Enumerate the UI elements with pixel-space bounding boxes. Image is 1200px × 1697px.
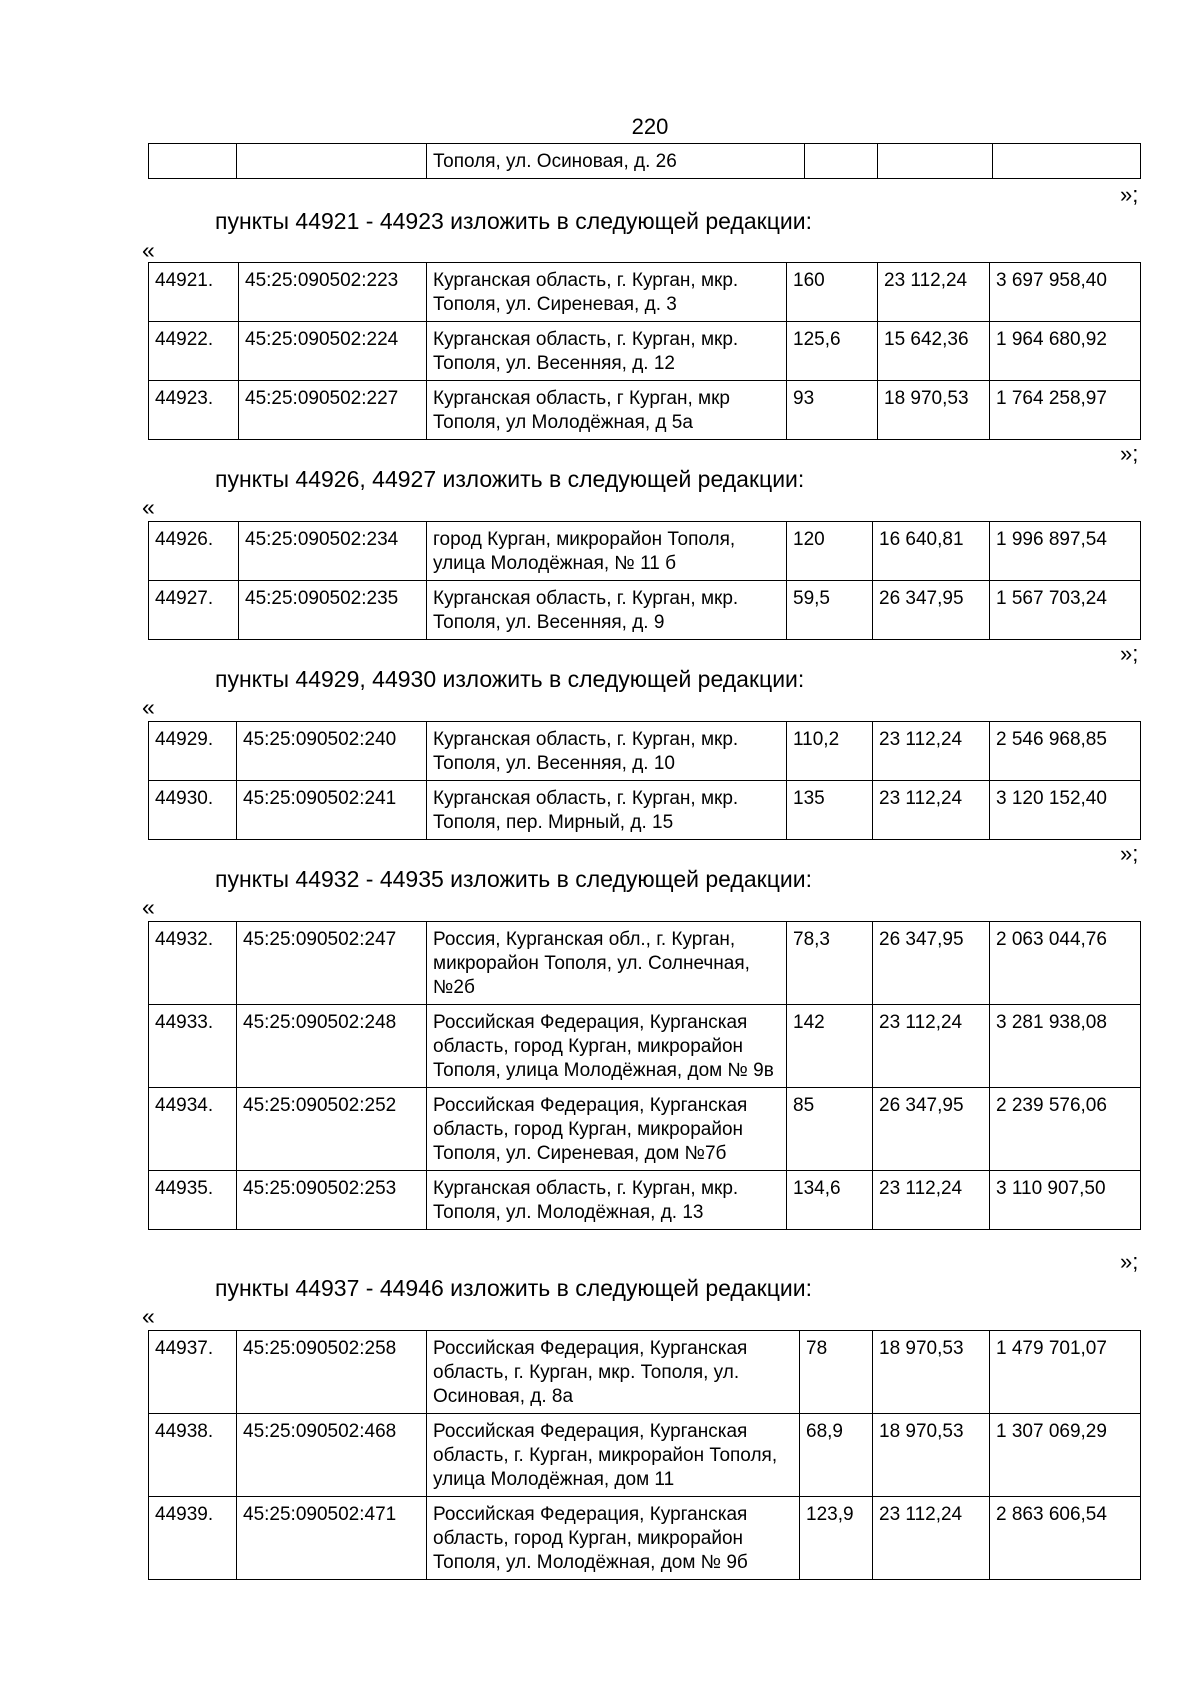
area-cell: 78,3 bbox=[787, 922, 873, 1005]
cadastral-number-cell: 45:25:090502:253 bbox=[237, 1171, 427, 1230]
table-row bbox=[149, 722, 1141, 781]
section-heading: пункты 44932 - 44935 изложить в следующей редакции: bbox=[215, 866, 812, 892]
table-row bbox=[149, 263, 1141, 322]
row-number-cell: 44930. bbox=[149, 781, 237, 840]
table-row bbox=[149, 781, 1141, 840]
area-cell: 59,5 bbox=[787, 581, 873, 640]
closing-quote: »; bbox=[1120, 841, 1139, 866]
cadastral-number-cell: 45:25:090502:252 bbox=[237, 1088, 427, 1171]
cadastral-number-cell: 45:25:090502:248 bbox=[237, 1005, 427, 1088]
area-cell: 93 bbox=[787, 381, 878, 440]
continuation-table bbox=[148, 143, 1141, 179]
price-per-unit-cell: 23 112,24 bbox=[873, 1497, 990, 1580]
closing-quote: »; bbox=[1120, 641, 1139, 666]
cadastral-number-cell: 45:25:090502:258 bbox=[237, 1331, 427, 1414]
opening-quote: « bbox=[142, 694, 155, 720]
section-heading: пункты 44929, 44930 изложить в следующей редакции: bbox=[215, 666, 805, 692]
area-cell: 142 bbox=[787, 1005, 873, 1088]
row-number-cell: 44935. bbox=[149, 1171, 237, 1230]
area-cell bbox=[805, 144, 878, 179]
table-row bbox=[149, 522, 1141, 581]
address-cell: Россия, Курганская обл., г. Курган, микрорайон Тополя, ул. Солнечная, №2б bbox=[427, 922, 787, 1005]
price-per-unit-cell bbox=[878, 144, 993, 179]
row-number-cell bbox=[149, 144, 237, 179]
section-table bbox=[148, 921, 1141, 1230]
cadastral-number-cell: 45:25:090502:240 bbox=[237, 722, 427, 781]
row-number-cell: 44938. bbox=[149, 1414, 237, 1497]
price-per-unit-cell: 18 970,53 bbox=[878, 381, 990, 440]
table-row bbox=[149, 144, 1141, 179]
row-number-cell: 44923. bbox=[149, 381, 239, 440]
area-cell: 68,9 bbox=[800, 1414, 873, 1497]
cadastral-number-cell: 45:25:090502:224 bbox=[239, 322, 427, 381]
address-cell: Российская Федерация, Курганская область, город Курган, микрорайон Тополя, ул. Молодёжная, дом № 9б bbox=[427, 1497, 800, 1580]
opening-quote: « bbox=[142, 1303, 155, 1329]
address-cell: Тополя, ул. Осиновая, д. 26 bbox=[427, 144, 805, 179]
total-value-cell: 2 546 968,85 bbox=[990, 722, 1141, 781]
row-number-cell: 44927. bbox=[149, 581, 239, 640]
table-row bbox=[149, 1088, 1141, 1171]
row-number-cell: 44932. bbox=[149, 922, 237, 1005]
closing-quote: »; bbox=[1120, 1249, 1139, 1274]
address-cell: Российская Федерация, Курганская область, г. Курган, мкр. Тополя, ул. Осиновая, д. 8а bbox=[427, 1331, 800, 1414]
address-cell: Курганская область, г. Курган, мкр. Тополя, ул. Молодёжная, д. 13 bbox=[427, 1171, 787, 1230]
total-value-cell: 3 120 152,40 bbox=[990, 781, 1141, 840]
area-cell: 135 bbox=[787, 781, 873, 840]
area-cell: 78 bbox=[800, 1331, 873, 1414]
table-row bbox=[149, 922, 1141, 1005]
cadastral-number-cell bbox=[237, 144, 427, 179]
area-cell: 123,9 bbox=[800, 1497, 873, 1580]
table-row bbox=[149, 1497, 1141, 1580]
table-row bbox=[149, 381, 1141, 440]
cadastral-number-cell: 45:25:090502:468 bbox=[237, 1414, 427, 1497]
table-row bbox=[149, 322, 1141, 381]
address-cell: Курганская область, г Курган, мкр Тополя, ул Молодёжная, д 5а bbox=[427, 381, 787, 440]
total-value-cell: 1 479 701,07 bbox=[990, 1331, 1141, 1414]
address-cell: Курганская область, г. Курган, мкр. Тополя, ул. Весенняя, д. 12 bbox=[427, 322, 787, 381]
table-row bbox=[149, 1414, 1141, 1497]
address-cell: Российская Федерация, Курганская область, г. Курган, микрорайон Тополя, улица Молодёжная, дом 11 bbox=[427, 1414, 800, 1497]
table-row bbox=[149, 581, 1141, 640]
section-heading: пункты 44921 - 44923 изложить в следующей редакции: bbox=[215, 208, 812, 234]
price-per-unit-cell: 15 642,36 bbox=[878, 322, 990, 381]
cadastral-number-cell: 45:25:090502:227 bbox=[239, 381, 427, 440]
price-per-unit-cell: 23 112,24 bbox=[873, 1171, 990, 1230]
table-row bbox=[149, 1005, 1141, 1088]
cadastral-number-cell: 45:25:090502:247 bbox=[237, 922, 427, 1005]
page-number: 220 bbox=[631, 114, 669, 139]
opening-quote: « bbox=[142, 494, 155, 520]
address-cell: Российская Федерация, Курганская область, город Курган, микрорайон Тополя, ул. Сиреневая, дом №7б bbox=[427, 1088, 787, 1171]
price-per-unit-cell: 23 112,24 bbox=[873, 1005, 990, 1088]
cadastral-number-cell: 45:25:090502:223 bbox=[239, 263, 427, 322]
address-cell: Курганская область, г. Курган, мкр. Тополя, пер. Мирный, д. 15 bbox=[427, 781, 787, 840]
cadastral-number-cell: 45:25:090502:471 bbox=[237, 1497, 427, 1580]
cadastral-number-cell: 45:25:090502:234 bbox=[239, 522, 427, 581]
address-cell: город Курган, микрорайон Тополя, улица Молодёжная, № 11 б bbox=[427, 522, 787, 581]
price-per-unit-cell: 26 347,95 bbox=[873, 581, 990, 640]
address-cell: Российская Федерация, Курганская область, город Курган, микрорайон Тополя, улица Молодёжная, дом № 9в bbox=[427, 1005, 787, 1088]
cadastral-number-cell: 45:25:090502:241 bbox=[237, 781, 427, 840]
area-cell: 134,6 bbox=[787, 1171, 873, 1230]
area-cell: 125,6 bbox=[787, 322, 878, 381]
address-cell: Курганская область, г. Курган, мкр. Тополя, ул. Весенняя, д. 9 bbox=[427, 581, 787, 640]
total-value-cell: 2 063 044,76 bbox=[990, 922, 1141, 1005]
total-value-cell: 1 567 703,24 bbox=[990, 581, 1141, 640]
area-cell: 110,2 bbox=[787, 722, 873, 781]
total-value-cell bbox=[993, 144, 1141, 179]
opening-quote: « bbox=[142, 894, 155, 920]
closing-quote: »; bbox=[1120, 441, 1139, 466]
price-per-unit-cell: 23 112,24 bbox=[878, 263, 990, 322]
price-per-unit-cell: 26 347,95 bbox=[873, 922, 990, 1005]
cadastral-number-cell: 45:25:090502:235 bbox=[239, 581, 427, 640]
row-number-cell: 44934. bbox=[149, 1088, 237, 1171]
price-per-unit-cell: 23 112,24 bbox=[873, 781, 990, 840]
total-value-cell: 1 996 897,54 bbox=[990, 522, 1141, 581]
section-table bbox=[148, 262, 1141, 440]
total-value-cell: 2 863 606,54 bbox=[990, 1497, 1141, 1580]
section-heading: пункты 44926, 44927 изложить в следующей редакции: bbox=[215, 466, 805, 492]
total-value-cell: 3 281 938,08 bbox=[990, 1005, 1141, 1088]
row-number-cell: 44922. bbox=[149, 322, 239, 381]
row-number-cell: 44933. bbox=[149, 1005, 237, 1088]
address-cell: Курганская область, г. Курган, мкр. Тополя, ул. Весенняя, д. 10 bbox=[427, 722, 787, 781]
table-row bbox=[149, 1331, 1141, 1414]
section-table bbox=[148, 721, 1141, 840]
address-cell: Курганская область, г. Курган, мкр. Тополя, ул. Сиреневая, д. 3 bbox=[427, 263, 787, 322]
section-heading: пункты 44937 - 44946 изложить в следующей редакции: bbox=[215, 1275, 812, 1301]
row-number-cell: 44939. bbox=[149, 1497, 237, 1580]
total-value-cell: 3 697 958,40 bbox=[990, 263, 1141, 322]
total-value-cell: 3 110 907,50 bbox=[990, 1171, 1141, 1230]
row-number-cell: 44937. bbox=[149, 1331, 237, 1414]
price-per-unit-cell: 16 640,81 bbox=[873, 522, 990, 581]
total-value-cell: 1 764 258,97 bbox=[990, 381, 1141, 440]
price-per-unit-cell: 23 112,24 bbox=[873, 722, 990, 781]
area-cell: 160 bbox=[787, 263, 878, 322]
area-cell: 120 bbox=[787, 522, 873, 581]
area-cell: 85 bbox=[787, 1088, 873, 1171]
section-table bbox=[148, 1330, 1141, 1580]
price-per-unit-cell: 18 970,53 bbox=[873, 1331, 990, 1414]
row-number-cell: 44929. bbox=[149, 722, 237, 781]
opening-quote: « bbox=[142, 237, 155, 263]
table-row bbox=[149, 1171, 1141, 1230]
row-number-cell: 44926. bbox=[149, 522, 239, 581]
total-value-cell: 1 307 069,29 bbox=[990, 1414, 1141, 1497]
price-per-unit-cell: 18 970,53 bbox=[873, 1414, 990, 1497]
price-per-unit-cell: 26 347,95 bbox=[873, 1088, 990, 1171]
section-table bbox=[148, 521, 1141, 640]
closing-quote: »; bbox=[1120, 182, 1139, 207]
total-value-cell: 1 964 680,92 bbox=[990, 322, 1141, 381]
row-number-cell: 44921. bbox=[149, 263, 239, 322]
total-value-cell: 2 239 576,06 bbox=[990, 1088, 1141, 1171]
